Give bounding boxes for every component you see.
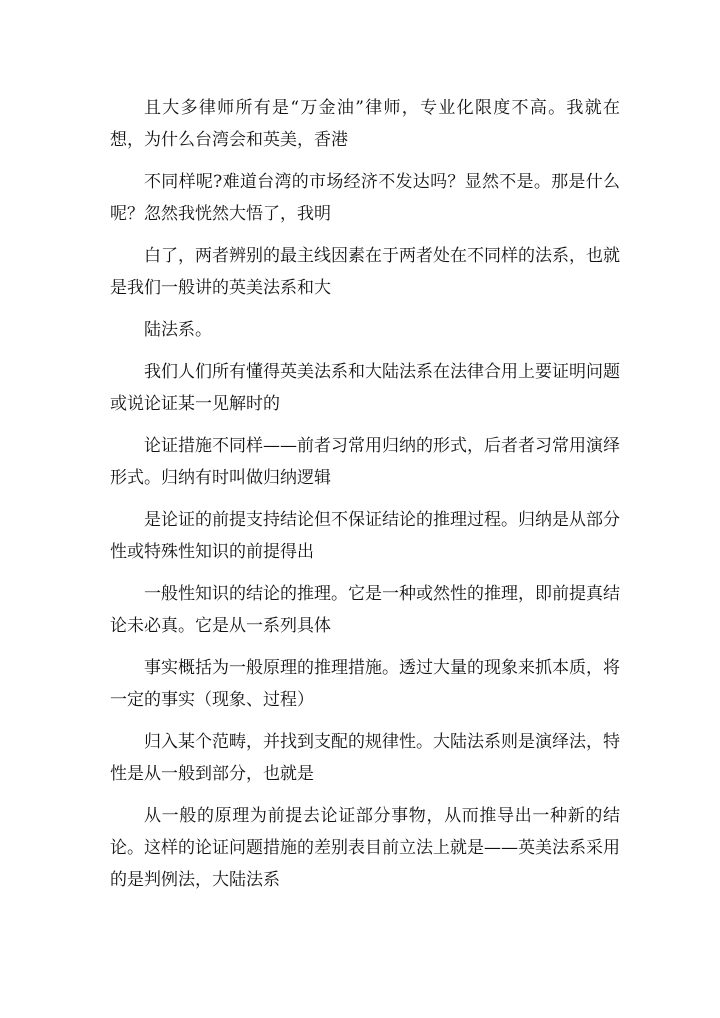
paragraph-9: 事实概括为一般原理的推理措施。透过大量的现象来抓本质，将一定的事实（现象、过程） (110, 658, 620, 710)
paragraph-7: 是论证的前提支持结论但不保证结论的推理过程。归纳是从部分性或特殊性知识的前提得出 (110, 510, 620, 562)
paragraph-5: 我们人们所有懂得英美法系和大陆法系在法律合用上要证明问题或说论证某一见解时的 (110, 362, 620, 414)
paragraph-4: 陆法系。 (144, 320, 212, 340)
document-body (110, 92, 620, 906)
paragraph-2: 不同样呢?难道台湾的市场经济不发达吗？显然不是。那是什么呢？忽然我恍然大悟了，我明 (110, 172, 620, 224)
paragraph-10: 归入某个范畴，并找到支配的规律性。大陆法系则是演绎法，特性是从一般到部分，也就是 (110, 732, 620, 784)
paragraph-1: 且大多律师所有是“万金油”律师，专业化限度不高。我就在想，为什么台湾会和英美，香港 (110, 98, 620, 150)
paragraph-11: 从一般的原理为前提去论证部分事物，从而推导出一种新的结论。这样的论证问题措施的差别表目前立法上就是——英美法系采用的是判例法，大陆法系 (110, 806, 620, 890)
paragraph-8: 一般性知识的结论的推理。它是一种或然性的推理，即前提真结论未必真。它是从一系列具体 (110, 584, 620, 636)
paragraph-6: 论证措施不同样——前者习常用归纳的形式，后者者习常用演绎形式。归纳有时叫做归纳逻辑 (110, 436, 620, 488)
paragraph-3: 白了，两者辨别的最主线因素在于两者处在不同样的法系，也就是我们一般讲的英美法系和大 (110, 246, 620, 298)
